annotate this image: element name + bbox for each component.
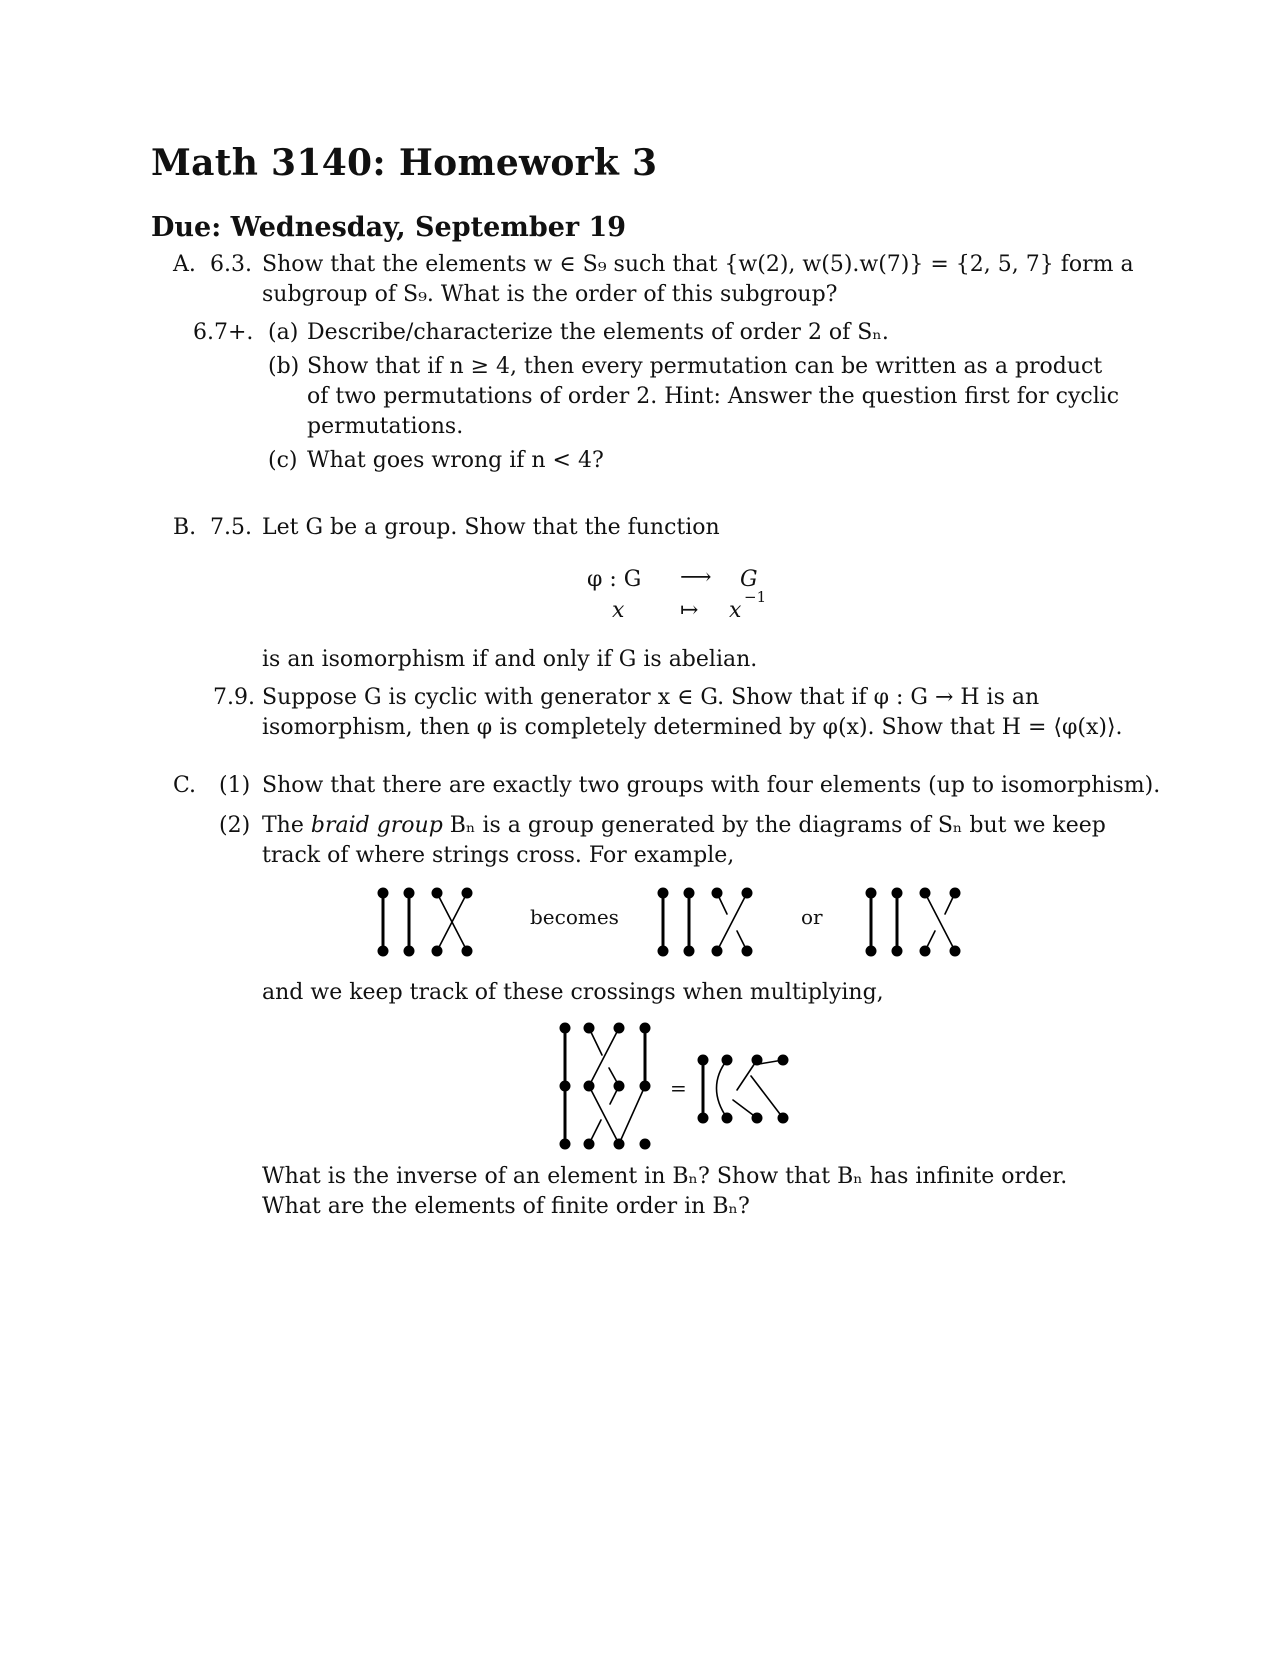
- problem-c1-text: Show that there are exactly two groups with four elements (up to isomorphism).: [262, 773, 1161, 798]
- problem-6-3-line1: Show that the elements w ∈ S₉ such that {w(2), w(5).w(7)} = {2, 5, 7} form a: [262, 252, 1134, 277]
- braid-group-term: braid group: [310, 813, 443, 838]
- inverse-question-line2: What are the elements of finite order in Bₙ?: [262, 1194, 750, 1219]
- problem-6-7b-label: (b): [268, 354, 300, 379]
- braid-product-result: [693, 1050, 803, 1130]
- problem-7-5-number: 7.5.: [210, 515, 252, 540]
- or-label: or: [801, 905, 823, 929]
- problem-6-7c-label: (c): [268, 448, 298, 473]
- problem-6-7b-line1: Show that if n ≥ 4, then every permutation can be written as a product: [307, 354, 1103, 379]
- problem-6-7a-label: (a): [268, 320, 299, 345]
- map-element: x: [612, 598, 625, 623]
- problem-c2-line1: [262, 811, 1106, 841]
- section-c-label: C.: [173, 773, 197, 798]
- problem-6-7a-text: Describe/characterize the elements of order 2 of Sₙ.: [307, 320, 889, 345]
- problem-7-5-conclusion: is an isomorphism if and only if G is abelian.: [262, 647, 758, 672]
- problem-6-3-line2: subgroup of S₉. What is the order of this subgroup?: [262, 282, 838, 307]
- map-image: x: [729, 598, 742, 623]
- problem-6-7c-text: What goes wrong if n < 4?: [307, 448, 604, 473]
- map-arrow: ⟶: [680, 565, 712, 590]
- due-date: Due: Wednesday, September 19: [151, 212, 627, 243]
- braid-product-stack: [555, 1018, 665, 1158]
- problem-7-9-line2: isomorphism, then φ is completely determined by φ(x). Show that H = ⟨φ(x)⟩.: [262, 715, 1123, 740]
- problem-6-7b-line3: permutations.: [307, 414, 464, 439]
- map-image-exponent: −1: [744, 588, 767, 606]
- section-b-label: B.: [173, 515, 197, 540]
- problem-c1-number: (1): [219, 773, 251, 798]
- multiplying-text: and we keep track of these crossings when multiplying,: [262, 980, 884, 1005]
- equals-sign: =: [670, 1076, 687, 1100]
- inverse-question-line1: What is the inverse of an element in Bₙ? Show that Bₙ has infinite order.: [262, 1164, 1068, 1189]
- problem-6-7b-line2: of two permutations of order 2. Hint: Answer the question first for cyclic: [307, 384, 1120, 409]
- map-codomain: G: [740, 567, 758, 592]
- c2-line1-post: Bₙ is a group generated by the diagrams of Sₙ but we keep: [442, 813, 1106, 838]
- page-title: Math 3140: Homework 3: [151, 142, 658, 184]
- problem-7-9-number: 7.9.: [213, 685, 255, 710]
- section-a-label: A.: [173, 252, 196, 277]
- braid-crossing-positive: [655, 885, 773, 960]
- problem-c2-number: (2): [219, 813, 251, 838]
- problem-6-3-number: 6.3.: [210, 252, 252, 277]
- permutation-diagram: [375, 885, 493, 960]
- map-domain: φ : G: [587, 567, 642, 592]
- problem-6-7-number: 6.7+.: [193, 320, 254, 345]
- mapsto-arrow: ↦: [680, 598, 699, 623]
- c2-line1-pre: The: [262, 813, 311, 838]
- problem-7-9-line1: Suppose G is cyclic with generator x ∈ G. Show that if φ : G → H is an: [262, 685, 1040, 710]
- braid-crossing-negative: [863, 885, 981, 960]
- problem-c2-line2: track of where strings cross. For example,: [262, 843, 735, 868]
- becomes-label: becomes: [530, 905, 619, 929]
- problem-7-5-text: Let G be a group. Show that the function: [262, 515, 720, 540]
